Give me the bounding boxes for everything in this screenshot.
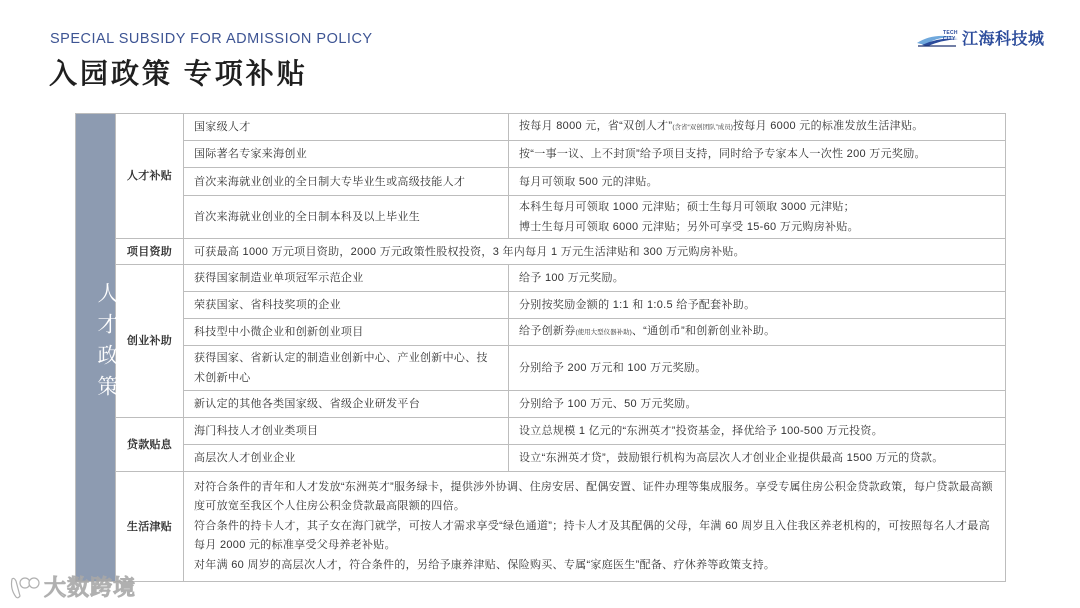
table-row: [76, 141, 1006, 168]
item-cell: 获得国家、省新认定的制造业创新中心、产业创新中心、技术创新中心: [184, 346, 509, 391]
table-row: [76, 168, 1006, 196]
detail-cell: [509, 196, 1006, 239]
tech-city-logo: [916, 28, 1056, 52]
table-row: [76, 319, 1006, 346]
logo-tag-top: TECH: [943, 30, 958, 36]
table-row: [76, 472, 1006, 582]
detail-cell: 给予 100 万元奖励。: [509, 265, 1006, 292]
table-row: [76, 265, 1006, 292]
category-loan-interest: 贷款贴息: [116, 418, 184, 472]
detail-cell: [509, 114, 1006, 141]
table-row: [76, 292, 1006, 319]
category-talent-subsidy: 人才补贴: [116, 114, 184, 239]
logo-name: 江海科技城: [962, 31, 1045, 48]
table-row: [76, 346, 1006, 391]
category-project-funding: 项目资助: [116, 239, 184, 265]
table-row: [76, 239, 1006, 265]
detail-note: (含省“双创团队”成员): [672, 124, 733, 131]
page-subtitle-en: SPECIAL SUBSIDY FOR ADMISSION POLICY: [50, 31, 373, 47]
table-row: [76, 196, 1006, 239]
detail-cell: 每月可领取 500 元的津贴。: [509, 168, 1006, 196]
item-cell: 首次来海就业创业的全日制本科及以上毕业生: [184, 196, 509, 239]
detail-cell: 分别给予 200 万元和 100 万元奖励。: [509, 346, 1006, 391]
detail-note: (使用大型仪器补助): [575, 329, 632, 336]
table-row: [76, 445, 1006, 472]
item-cell: 国际著名专家来海创业: [184, 141, 509, 168]
logo-tag-bottom: CITY: [943, 35, 956, 42]
policy-table: [75, 113, 1006, 582]
table-row: [76, 114, 1006, 141]
item-cell: 科技型中小微企业和创新创业项目: [184, 319, 509, 346]
table-row: [76, 418, 1006, 445]
detail-paragraph: 符合条件的持卡人才，其子女在海门就学，可按人才需求享受“绿色通道”；持卡人才及其配偶的父母，年满 60 周岁且入住我区养老机构的，可按照每名人才最高每月 2000 元的标准享受父母养老补贴。: [194, 519, 990, 552]
detail-line: 博士生每月可领取 6000 元津贴；另外可享受 15-60 万元购房补贴。: [519, 221, 859, 233]
category-startup-subsidy: 创业补助: [116, 265, 184, 418]
watermark-logo-icon: [8, 575, 40, 601]
item-cell: 获得国家制造业单项冠军示范企业: [184, 265, 509, 292]
watermark-text: 大数跨境: [44, 575, 137, 600]
page-title: 入园政策 专项补贴: [49, 58, 308, 89]
detail-cell: 设立“东洲英才贷”，鼓励银行机构为高层次人才创业企业提供最高 1500 万元的贷款。: [509, 445, 1006, 472]
detail-cell: 分别按奖励金额的 1:1 和 1:0.5 给予配套补助。: [509, 292, 1006, 319]
watermark: [8, 574, 158, 602]
detail-text: 按每月 8000 元，省“双创人才”: [519, 120, 673, 132]
detail-cell: [509, 319, 1006, 346]
item-cell: 首次来海就业创业的全日制大专毕业生或高级技能人才: [184, 168, 509, 196]
detail-cell: 设立总规模 1 亿元的“东洲英才”投资基金，择优给予 100-500 万元投资。: [509, 418, 1006, 445]
detail-text: 给予创新券: [519, 325, 576, 337]
table-row: [76, 391, 1006, 418]
detail-cell: 可获最高 1000 万元项目资助，2000 万元政策性股权投资，3 年内每月 1 万元生活津贴和 300 万元购房补贴。: [184, 239, 1006, 265]
item-cell: 新认定的其他各类国家级、省级企业研发平台: [184, 391, 509, 418]
item-cell: 荣获国家、省科技奖项的企业: [184, 292, 509, 319]
detail-line: 本科生每月可领取 1000 元津贴；硕士生每月可领取 3000 元津贴；: [519, 201, 855, 213]
detail-text: 、“通创币”和创新创业补助。: [631, 325, 776, 337]
section-label-cell: [76, 114, 116, 582]
section-label: 人才政策: [95, 282, 118, 406]
logo-tagline: [943, 31, 958, 42]
category-living-allowance: 生活津贴: [116, 472, 184, 582]
detail-cell: 分别给予 100 万元、50 万元奖励。: [509, 391, 1006, 418]
detail-paragraph: 对符合条件的青年和人才发放“东洲英才”服务绿卡，提供涉外协调、住房安居、配偶安置、证件办理等集成服务。享受专属住房公积金贷款政策，每户贷款最高额度可放宽至我区个人住房公积金贷款最高限额的四倍。: [194, 480, 993, 513]
detail-cell: [184, 472, 1006, 582]
detail-cell: 按“一事一议、上不封顶”给予项目支持，同时给予专家本人一次性 200 万元奖励。: [509, 141, 1006, 168]
item-cell: 高层次人才创业企业: [184, 445, 509, 472]
detail-paragraph: 对年满 60 周岁的高层次人才，符合条件的，另给予康养津贴、保险购买、专属“家庭医生”配备、疗休养等政策支持。: [194, 558, 776, 571]
item-cell: 海门科技人才创业类项目: [184, 418, 509, 445]
item-cell: 国家级人才: [184, 114, 509, 141]
detail-text: 按每月 6000 元的标准发放生活津贴。: [732, 120, 924, 132]
